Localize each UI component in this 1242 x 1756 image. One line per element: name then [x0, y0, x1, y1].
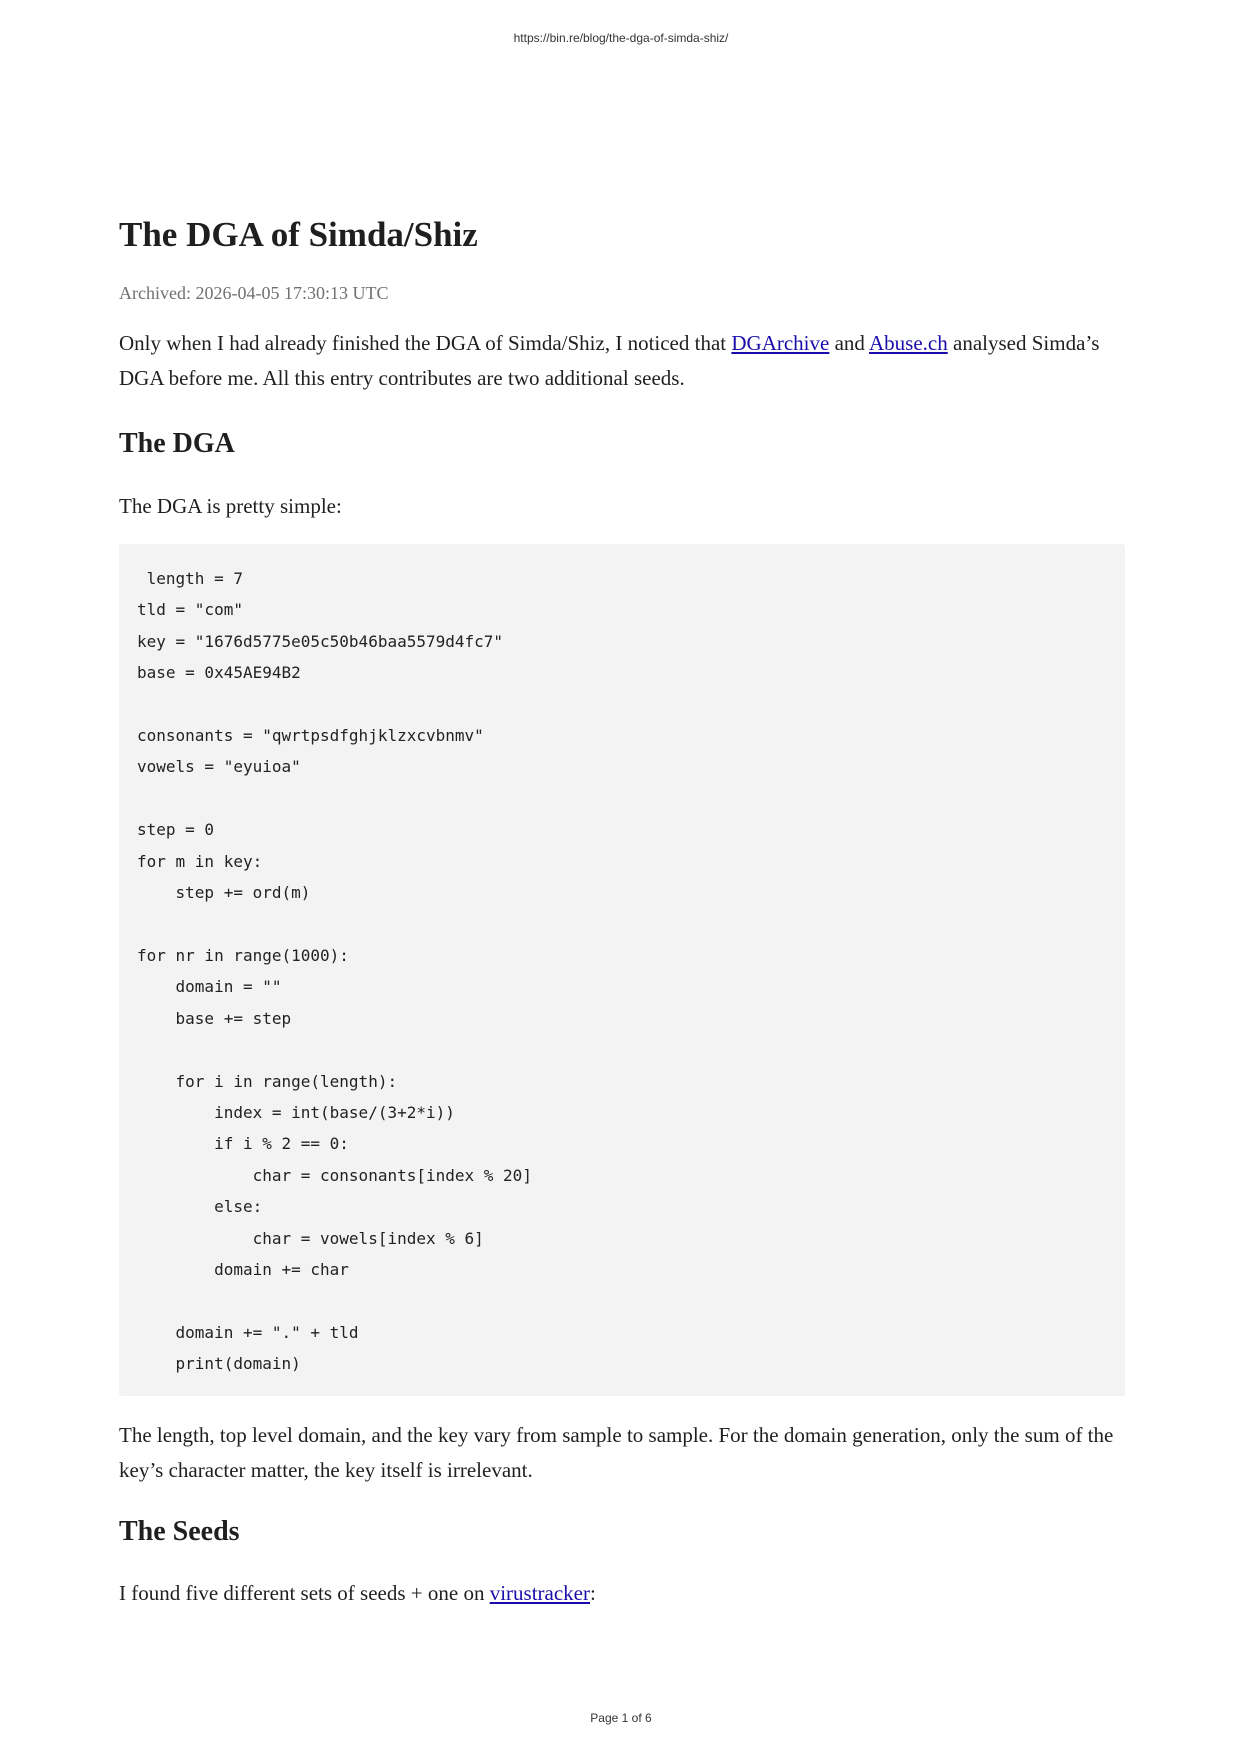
- dga-intro-paragraph: The DGA is pretty simple:: [119, 494, 342, 518]
- code-listing: length = 7 tld = "com" key = "1676d5775e05c50b46baa5579d4fc7" base = 0x45AE94B2 consonants = "qwrtpsdfghjklzxcvbnmv" vowels = "eyuioa" step = 0 for m in key: step += ord(m) for nr in range(1000): domain = "" base += step for i in range(length): index = int(base/(3+2*i)) if i % 2 == 0: char = consonants[index % 20] else: char = vowels[index % 6] domain += char domain += "." + tld print(domain): [137, 569, 532, 1374]
- dga-explanation-paragraph: The length, top level domain, and the key vary from sample to sample. For the domain generation, only the sum of the key’s character matter, the key itself is irrelevant.: [119, 1422, 1114, 1482]
- dgarchive-link[interactable]: DGArchive: [731, 331, 830, 355]
- intro-paragraph: [119, 326, 1125, 396]
- seeds-text-start: I found five different sets of seeds + one on: [119, 1580, 490, 1605]
- code-block: [119, 544, 1125, 1396]
- page-number: Page 1 of 6: [590, 1711, 652, 1725]
- intro-text-end: analysed Simda’s DGA before me. All this entry contributes are two additional seeds.: [119, 331, 1100, 390]
- intro-text-start: Only when I had already finished the DGA of Simda/Shiz, I noticed that: [119, 331, 732, 355]
- article: [119, 210, 1125, 1611]
- seeds-text-end: :: [590, 1580, 596, 1605]
- section-heading-dga: The DGA: [119, 428, 235, 459]
- seeds-paragraph: [119, 1576, 1125, 1611]
- intro-text-and: and: [829, 331, 870, 355]
- page-title: The DGA of Simda/Shiz: [119, 215, 478, 254]
- page-url: https://bin.re/blog/the-dga-of-simda-shiz/: [513, 31, 729, 45]
- virustracker-link[interactable]: virustracker: [489, 1580, 590, 1605]
- section-heading-seeds: The Seeds: [119, 1515, 240, 1547]
- archived-timestamp: Archived: 2026-04-05 17:30:13 UTC: [119, 283, 389, 303]
- abuse-ch-link[interactable]: Abuse.ch: [869, 331, 948, 355]
